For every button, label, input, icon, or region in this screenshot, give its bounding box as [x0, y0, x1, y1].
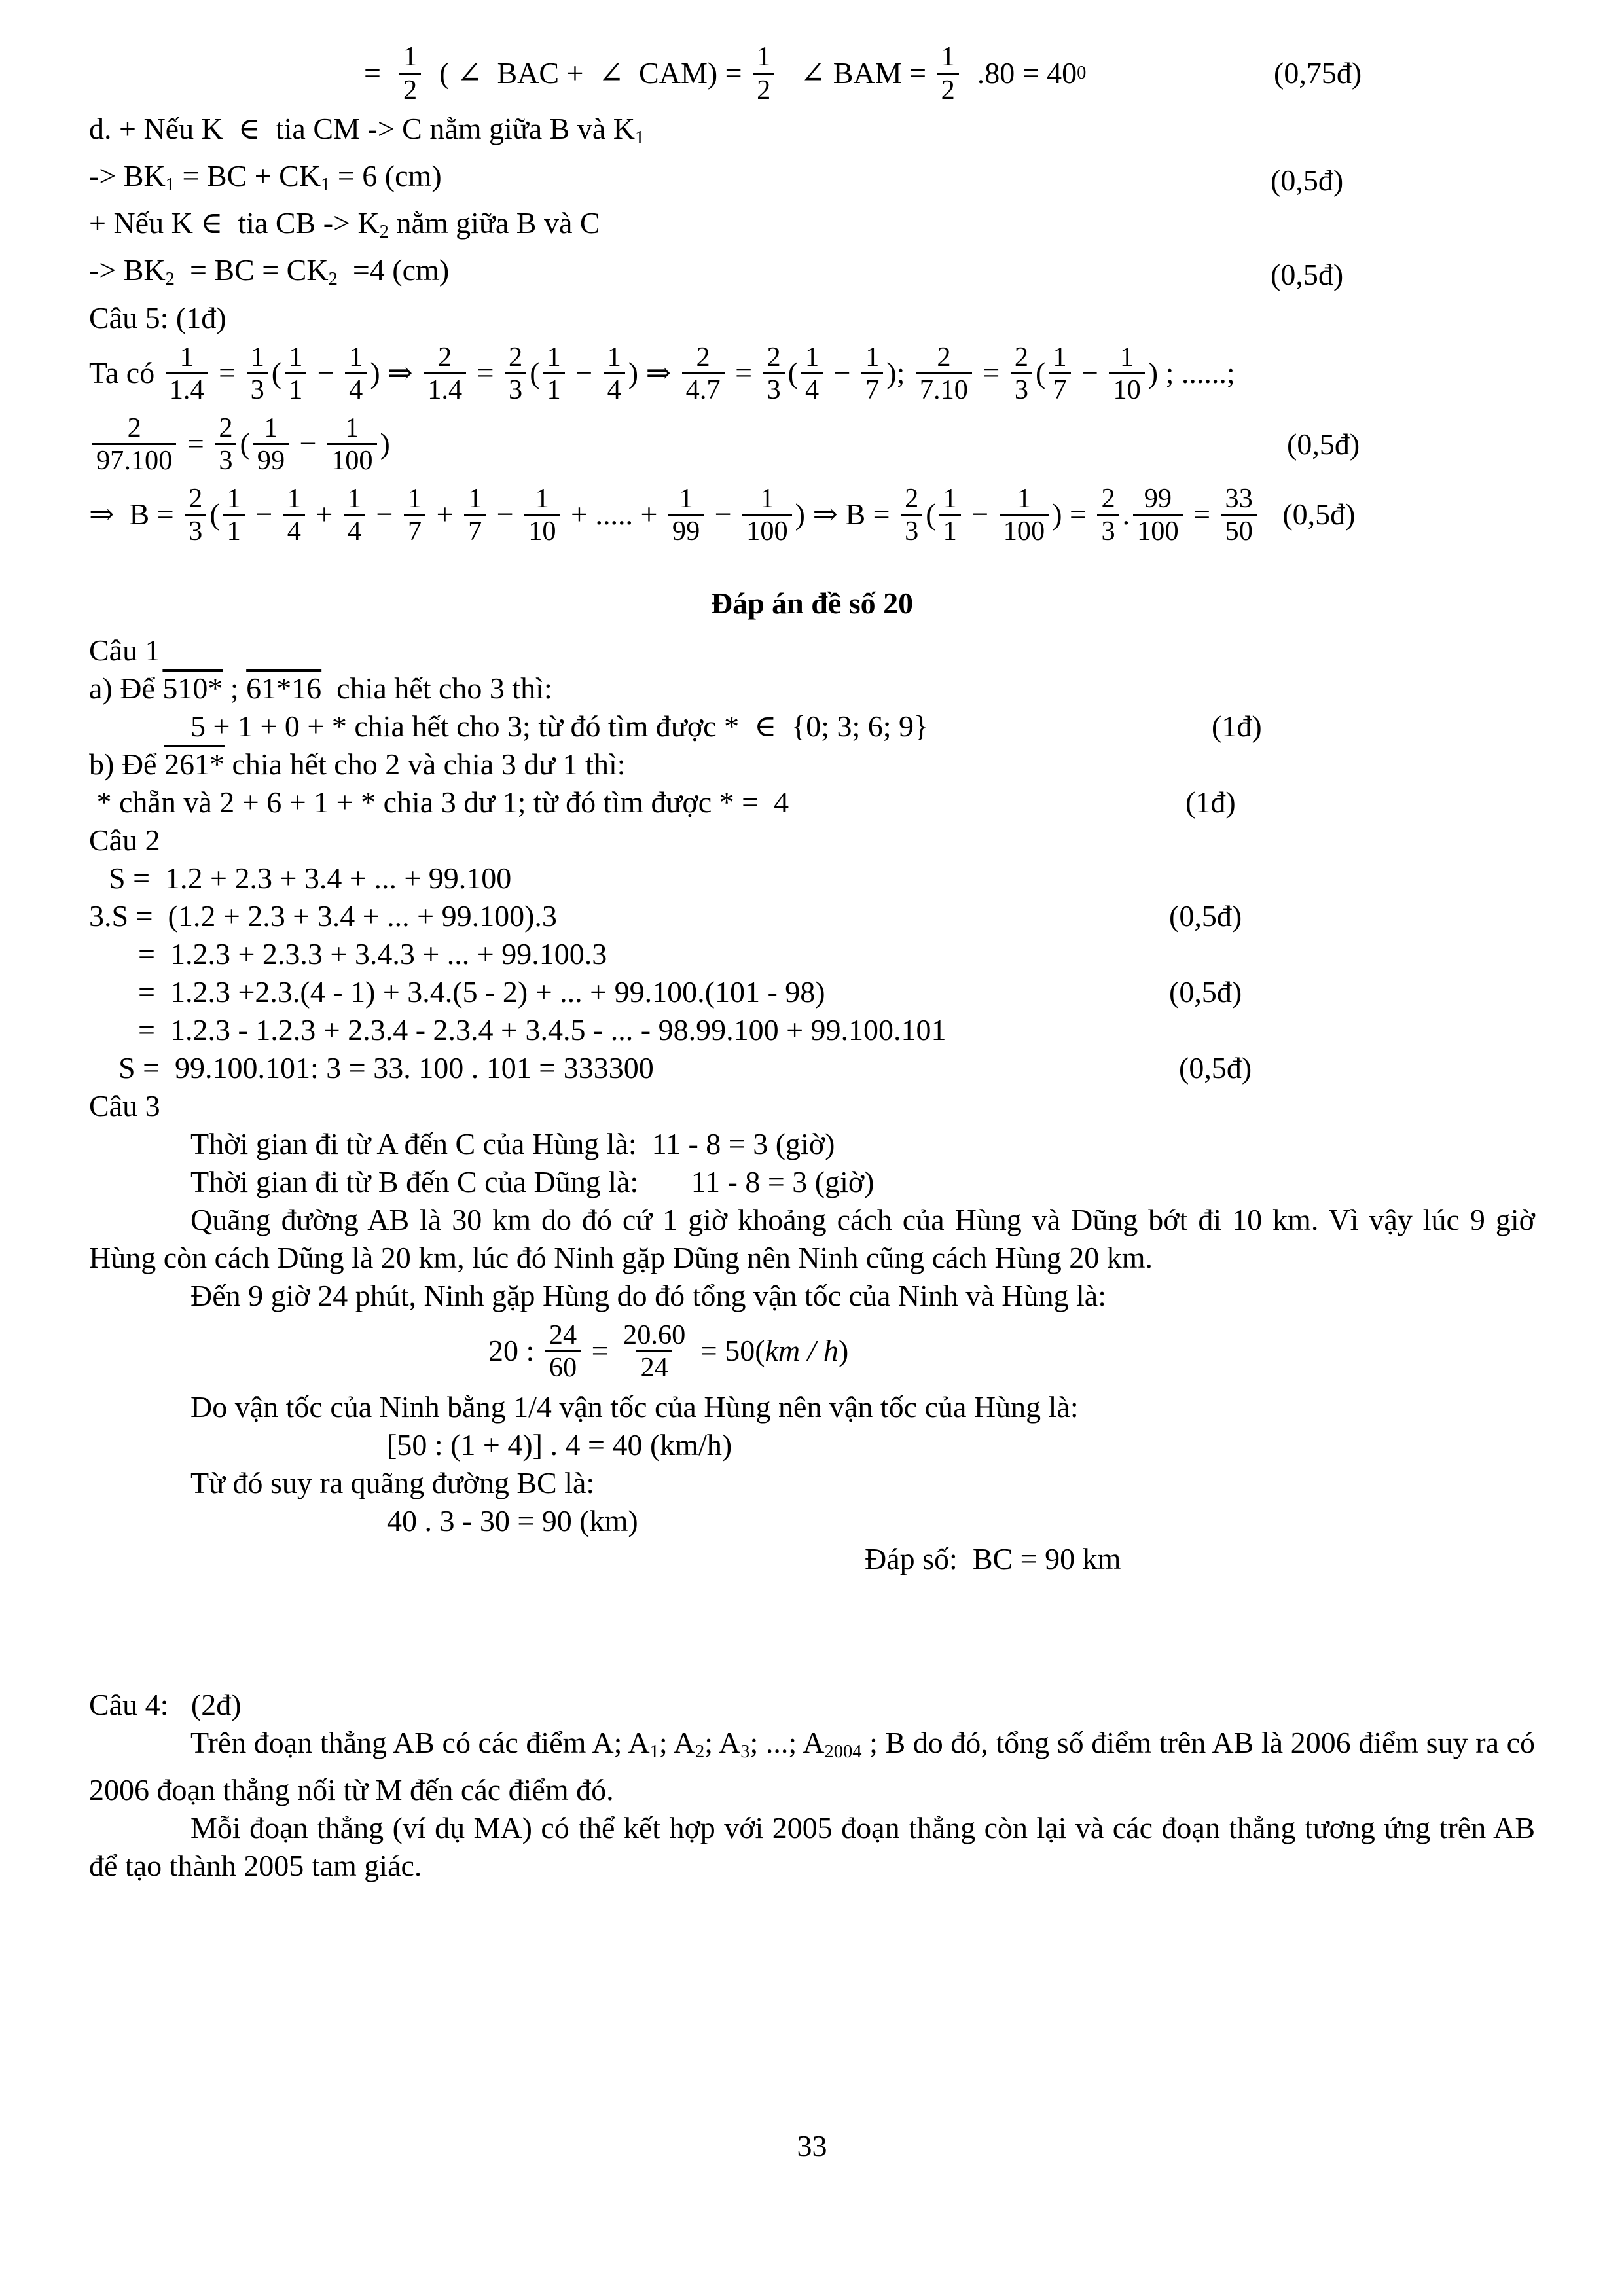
fraction: [283, 483, 305, 547]
line-neu-k2: [89, 204, 1535, 251]
denominator: 3: [1011, 372, 1032, 405]
denominator: 10: [1109, 372, 1144, 405]
subscript: 2: [695, 1741, 705, 1762]
fraction: [253, 412, 289, 476]
fraction: [404, 483, 425, 547]
text-run: −: [1074, 356, 1106, 390]
text-run: .: [1122, 497, 1130, 531]
line-3s: [89, 897, 1535, 935]
overline-number: 61*16: [246, 671, 322, 705]
text-run: ; ...; A: [749, 1725, 825, 1759]
text-run: = 1.2.3 - 1.2.3 + 2.3.4 - 2.3.4 + 3.4.5 - ... - 98.99.100 + 99.100.101: [138, 1013, 947, 1047]
text-run: Ta có: [89, 356, 162, 390]
fraction: [285, 342, 306, 406]
text-run: -> BK: [89, 159, 166, 193]
line-time-a: [89, 1125, 1535, 1163]
numerator: 1: [347, 482, 362, 514]
fraction: [327, 412, 376, 476]
numerator: 24: [549, 1319, 577, 1350]
score-mark: (0,5đ): [1271, 164, 1344, 198]
denominator: 1: [223, 514, 245, 547]
numerator: 2: [937, 341, 951, 372]
text-run: ) ⇒: [628, 356, 679, 390]
line-dap-so: [89, 1540, 1535, 1578]
denominator: 99: [253, 443, 289, 476]
para-tren-doan: [89, 1724, 1535, 1809]
denominator: 1.4: [166, 372, 208, 405]
text-run: =4 (cm): [337, 253, 450, 287]
numerator: 1: [250, 341, 264, 372]
denominator: 7.10: [916, 372, 972, 405]
denominator: 1: [285, 372, 306, 405]
numerator: 1: [345, 412, 359, 443]
line-a-de: [89, 670, 1535, 708]
fraction: [344, 483, 365, 547]
text-run: ; B do đó, tổng số điểm trên AB là 2006 điểm suy ra có 2006 đoạn thẳng nối từ M đến các điểm đó.: [89, 1725, 1535, 1806]
denominator: 2: [399, 73, 421, 105]
fraction: [399, 41, 421, 105]
text-run: −: [707, 497, 740, 531]
text-run: + Nếu K ∈ tia CB -> K: [89, 206, 380, 240]
text-run: (: [209, 497, 220, 531]
text-run: ; A: [704, 1725, 741, 1759]
fraction: [1097, 483, 1119, 547]
fraction: [604, 342, 625, 406]
fraction: [215, 412, 236, 476]
text-run: ) =: [1052, 497, 1094, 531]
numerator: 2: [438, 341, 452, 372]
text-run: 20 :: [488, 1334, 542, 1368]
fraction: [619, 1319, 689, 1384]
text-run: (: [240, 427, 250, 461]
numerator: 1: [407, 482, 422, 514]
fraction: [916, 342, 972, 406]
text-run: Do vận tốc của Ninh bằng 1/4 vận tốc của Hùng nên vận tốc của Hùng là:: [190, 1390, 1079, 1424]
line-eq2: [89, 973, 1535, 1011]
text-run: Câu 2: [89, 823, 160, 857]
fraction: [861, 342, 883, 406]
numerator: 1: [403, 41, 418, 73]
italic-run: km / h: [765, 1334, 839, 1368]
numerator: 1: [943, 482, 957, 514]
fraction: [753, 41, 774, 105]
text-run: (: [926, 497, 936, 531]
line-bk2: [89, 251, 1535, 298]
spacer-before-cau4: [89, 1578, 1535, 1686]
denominator: 60: [545, 1350, 581, 1383]
score-mark: (0,5đ): [1169, 899, 1242, 933]
line-a-sol: [89, 708, 1535, 745]
text-run: ( ∠ BAC + ∠ CAM) =: [424, 56, 750, 90]
text-run: Đáp số: BC = 90 km: [865, 1541, 1121, 1575]
text-run: 5 + 1 + 0 + * chia hết cho 3; từ đó tìm được * ∈ {0; 3; 6; 9}: [190, 709, 929, 743]
score-mark: (0,5đ): [1287, 427, 1360, 461]
denominator: 100: [327, 443, 376, 476]
text-run: = 50(: [693, 1334, 765, 1368]
text-run: Đáp án đề số 20: [710, 586, 914, 620]
numerator: 1: [287, 482, 301, 514]
fraction: [505, 342, 526, 406]
eq-97-100: [89, 410, 1535, 478]
fraction: [1049, 342, 1070, 406]
text-run: ): [380, 427, 390, 461]
fraction: [1133, 483, 1182, 547]
score-mark: (0,75đ): [1274, 56, 1362, 90]
para-moi-doan: [89, 1809, 1535, 1885]
numerator: 2: [127, 412, 141, 443]
text-run: ) ⇒ B =: [795, 497, 898, 531]
score-mark: (1đ): [1212, 709, 1262, 743]
denominator: 3: [505, 372, 526, 405]
text-run: −: [292, 427, 325, 461]
fraction: [345, 342, 367, 406]
line-bk1: [89, 157, 1535, 204]
text-run: Câu 3: [89, 1088, 160, 1122]
text-run: a) Để: [89, 671, 163, 705]
fraction: [937, 41, 959, 105]
subscript: 1: [165, 175, 175, 196]
subscript: 2: [165, 269, 175, 290]
denominator: 100: [1000, 514, 1049, 547]
text-run: (: [530, 356, 540, 390]
text-run: =: [364, 56, 396, 90]
fraction: [763, 342, 785, 406]
denominator: 1.4: [424, 372, 466, 405]
fraction: [524, 483, 560, 547]
fraction: [742, 483, 791, 547]
text-run: −: [964, 497, 996, 531]
line-b-de: [89, 745, 1535, 783]
numerator: 2: [1101, 482, 1115, 514]
score-mark: (1đ): [1185, 785, 1236, 819]
denominator: 2: [937, 73, 959, 105]
eq-b-sum: [89, 481, 1535, 549]
numerator: 2: [509, 341, 523, 372]
numerator: 2: [189, 482, 203, 514]
numerator: 1: [757, 41, 771, 73]
text-run: −: [310, 356, 342, 390]
fraction: [1221, 483, 1257, 547]
denominator: 4.7: [682, 372, 725, 405]
text-run: ; A: [659, 1725, 695, 1759]
fraction: [1109, 342, 1144, 406]
score-mark: (0,5đ): [1169, 975, 1242, 1009]
numerator: 1: [805, 341, 820, 372]
numerator: 1: [468, 482, 482, 514]
denominator: 7: [404, 514, 425, 547]
denominator: 1: [543, 372, 565, 405]
numerator: 1: [547, 341, 561, 372]
subscript: 1: [321, 175, 331, 196]
text-run: 3.S = (1.2 + 2.3 + 3.4 + ... + 99.100).3: [89, 899, 557, 933]
numerator: 33: [1225, 482, 1253, 514]
text-run: −: [826, 356, 859, 390]
numerator: 2: [219, 412, 233, 443]
text-run: −: [369, 497, 401, 531]
text-run: = 1.2.3 + 2.3.3 + 3.4.3 + ... + 99.100.3: [138, 937, 607, 971]
numerator: 1: [264, 412, 278, 443]
fraction: [247, 342, 268, 406]
line-do-van-toc: [89, 1388, 1535, 1426]
cau5-label: [89, 299, 1535, 337]
denominator: 1: [939, 514, 961, 547]
subscript: 1: [635, 128, 645, 149]
text-run: +: [429, 497, 461, 531]
text-run: Câu 5: (1đ): [89, 300, 226, 334]
eq-ta-co: [89, 340, 1535, 408]
denominator: 4: [283, 514, 305, 547]
text-run: chia hết cho 2 và chia 3 dư 1 thì:: [224, 747, 626, 781]
text-run: =: [469, 356, 502, 390]
line-eq3: [89, 1011, 1535, 1049]
superscript: 0: [1077, 63, 1087, 84]
text-run: + ..... +: [563, 497, 665, 531]
text-run: = 1.2.3 +2.3.(4 - 1) + 3.4.(5 - 2) + ... + 99.100.(101 - 98): [138, 975, 825, 1009]
score-mark: (0,5đ): [1271, 258, 1344, 292]
text-run: =: [727, 356, 760, 390]
page-number: 33: [797, 2129, 827, 2162]
denominator: 3: [901, 514, 922, 547]
cau2-label: [89, 821, 1535, 859]
text-run: ): [838, 1334, 849, 1368]
text-run: Thời gian đi từ A đến C của Hùng là: 11 - 8 = 3 (giờ): [190, 1126, 835, 1160]
text-run: +: [308, 497, 340, 531]
text-run: =: [584, 1334, 617, 1368]
para-quang-duong: [89, 1201, 1535, 1277]
line-den-9-gio: [89, 1277, 1535, 1315]
text-run: −: [568, 356, 600, 390]
denominator: 24: [636, 1350, 672, 1383]
fraction: [545, 1319, 581, 1384]
fraction: [185, 483, 206, 547]
fraction: [801, 342, 823, 406]
text-run: = BC + CK: [174, 159, 321, 193]
fraction: [682, 342, 725, 406]
text-run: b) Để: [89, 747, 164, 781]
denominator: 4: [801, 372, 823, 405]
numerator: 1: [760, 482, 774, 514]
denominator: 4: [344, 514, 365, 547]
denominator: 3: [763, 372, 785, 405]
text-run: .80 = 40: [962, 56, 1077, 90]
text-run: ;: [223, 671, 247, 705]
numerator: 2: [696, 341, 710, 372]
numerator: 2: [1014, 341, 1029, 372]
text-run: =: [975, 356, 1007, 390]
denominator: 3: [185, 514, 206, 547]
denominator: 4: [604, 372, 625, 405]
cau1-label: [89, 632, 1535, 670]
text-run: Trên đoạn thẳng AB có các điểm A; A: [190, 1725, 650, 1759]
line-eq1: [89, 935, 1535, 973]
denominator: 97.100: [92, 443, 176, 476]
text-run: =: [1185, 497, 1218, 531]
line-s-def: [89, 859, 1535, 897]
subscript: 3: [740, 1741, 750, 1762]
text-run: −: [489, 497, 522, 531]
text-run: −: [247, 497, 280, 531]
fraction: [166, 342, 208, 406]
text-run: 40 . 3 - 30 = 90 (km): [387, 1503, 638, 1537]
text-run: Quãng đường AB là 30 km do đó cứ 1 giờ khoảng cách của Hùng và Dũng bớt đi 10 km. Vì vậy lúc 9 giờ Hùng còn cách Dũng là 20 km, lúc đó Ninh gặp Dũng nên Ninh cũng cách Hùng 20 km.: [89, 1202, 1535, 1274]
text-run: );: [886, 356, 912, 390]
numerator: 1: [607, 341, 621, 372]
overline-number: 261*: [164, 747, 225, 781]
denominator: 4: [345, 372, 367, 405]
subscript: 1: [649, 1741, 659, 1762]
text-run: S = 1.2 + 2.3 + 3.4 + ... + 99.100: [109, 861, 512, 895]
text-run: chia hết cho 3 thì:: [321, 671, 552, 705]
text-run: (: [787, 356, 798, 390]
text-run: S = 99.100.101: 3 = 33. 100 . 101 = 333300: [118, 1050, 654, 1085]
cau4-label: [89, 1686, 1535, 1724]
line-b-sol: [89, 783, 1535, 821]
numerator: 1: [535, 482, 549, 514]
cau3-label: [89, 1087, 1535, 1125]
text-run: ∠ BAM =: [778, 56, 934, 90]
overline-number: 510*: [162, 671, 223, 705]
text-run: Từ đó suy ra quãng đường BC là:: [190, 1465, 595, 1499]
numerator: 2: [905, 482, 919, 514]
denominator: 3: [247, 372, 268, 405]
text-run: ⇒ B =: [89, 497, 182, 531]
denominator: 2: [753, 73, 774, 105]
denominator: 99: [668, 514, 704, 547]
fraction: [1011, 342, 1032, 406]
text-run: = BC = CK: [174, 253, 329, 287]
line-s-final: [89, 1049, 1535, 1087]
heading-dap-an: [89, 584, 1535, 622]
line-50-14: [89, 1426, 1535, 1464]
text-run: Câu 1: [89, 633, 160, 667]
denominator: 10: [524, 514, 560, 547]
numerator: 99: [1144, 482, 1172, 514]
text-run: =: [211, 356, 244, 390]
fraction: [223, 483, 245, 547]
numerator: 1: [865, 341, 880, 372]
numerator: 1: [1120, 341, 1134, 372]
text-run: Mỗi đoạn thẳng (ví dụ MA) có thể kết hợp với 2005 đoạn thẳng còn lại và các đoạn thẳng tương ứng trên AB để tạo thành 2005 tam giác.: [89, 1810, 1535, 1882]
text-run: (: [1036, 356, 1046, 390]
text-run: Câu 4: (2đ): [89, 1687, 242, 1721]
text-run: [50 : (1 + 4)] . 4 = 40 (km/h): [387, 1427, 732, 1462]
numerator: 1: [289, 341, 303, 372]
fraction: [668, 483, 704, 547]
fraction: [901, 483, 922, 547]
denominator: 7: [861, 372, 883, 405]
numerator: 1: [1053, 341, 1067, 372]
subscript: 2004: [824, 1741, 862, 1762]
denominator: 50: [1221, 514, 1257, 547]
numerator: 1: [1017, 482, 1032, 514]
text-run: ) ⇒: [370, 356, 421, 390]
fraction: [424, 342, 466, 406]
fraction: [1000, 483, 1049, 547]
text-run: ) ; ......;: [1147, 356, 1235, 390]
text-run: (0,5đ): [1259, 497, 1356, 531]
numerator: 1: [941, 41, 955, 73]
document-content: [89, 39, 1535, 1885]
subscript: 2: [328, 269, 338, 290]
numerator: 1: [226, 482, 241, 514]
denominator: 7: [1049, 372, 1070, 405]
line-time-b: [89, 1163, 1535, 1201]
denominator: 3: [215, 443, 236, 476]
denominator: 100: [1133, 514, 1182, 547]
numerator: 2: [767, 341, 781, 372]
text-run: Thời gian đi từ B đến C của Dũng là: 11 - 8 = 3 (giờ): [190, 1164, 875, 1198]
line-tu-do: [89, 1464, 1535, 1502]
fraction: [464, 483, 486, 547]
text-run: * chẵn và 2 + 6 + 1 + * chia 3 dư 1; từ đó tìm được * = 4: [89, 785, 789, 819]
text-run: nằm giữa B và C: [388, 206, 600, 240]
line-d-neu-k: [89, 110, 1535, 157]
numerator: 1: [679, 482, 693, 514]
text-run: (: [271, 356, 282, 390]
subscript: 2: [379, 222, 389, 243]
eq-van-toc: [89, 1318, 1535, 1386]
numerator: 1: [179, 341, 194, 372]
denominator: 100: [742, 514, 791, 547]
text-run: Đến 9 giờ 24 phút, Ninh gặp Hùng do đó tổng vận tốc của Ninh và Hùng là:: [190, 1278, 1107, 1312]
text-run: -> BK: [89, 253, 166, 287]
line-40-3: [89, 1502, 1535, 1540]
score-mark: (0,5đ): [1179, 1050, 1252, 1085]
text-run: =: [179, 427, 212, 461]
eq-angle-sum: [89, 39, 1535, 107]
denominator: 7: [464, 514, 486, 547]
fraction: [92, 412, 176, 476]
text-run: = 6 (cm): [330, 159, 442, 193]
text-run: d. + Nếu K ∈ tia CM -> C nằm giữa B và K: [89, 112, 635, 145]
fraction: [939, 483, 961, 547]
fraction: [543, 342, 565, 406]
numerator: 1: [349, 341, 363, 372]
numerator: 20.60: [623, 1319, 686, 1350]
denominator: 3: [1097, 514, 1119, 547]
